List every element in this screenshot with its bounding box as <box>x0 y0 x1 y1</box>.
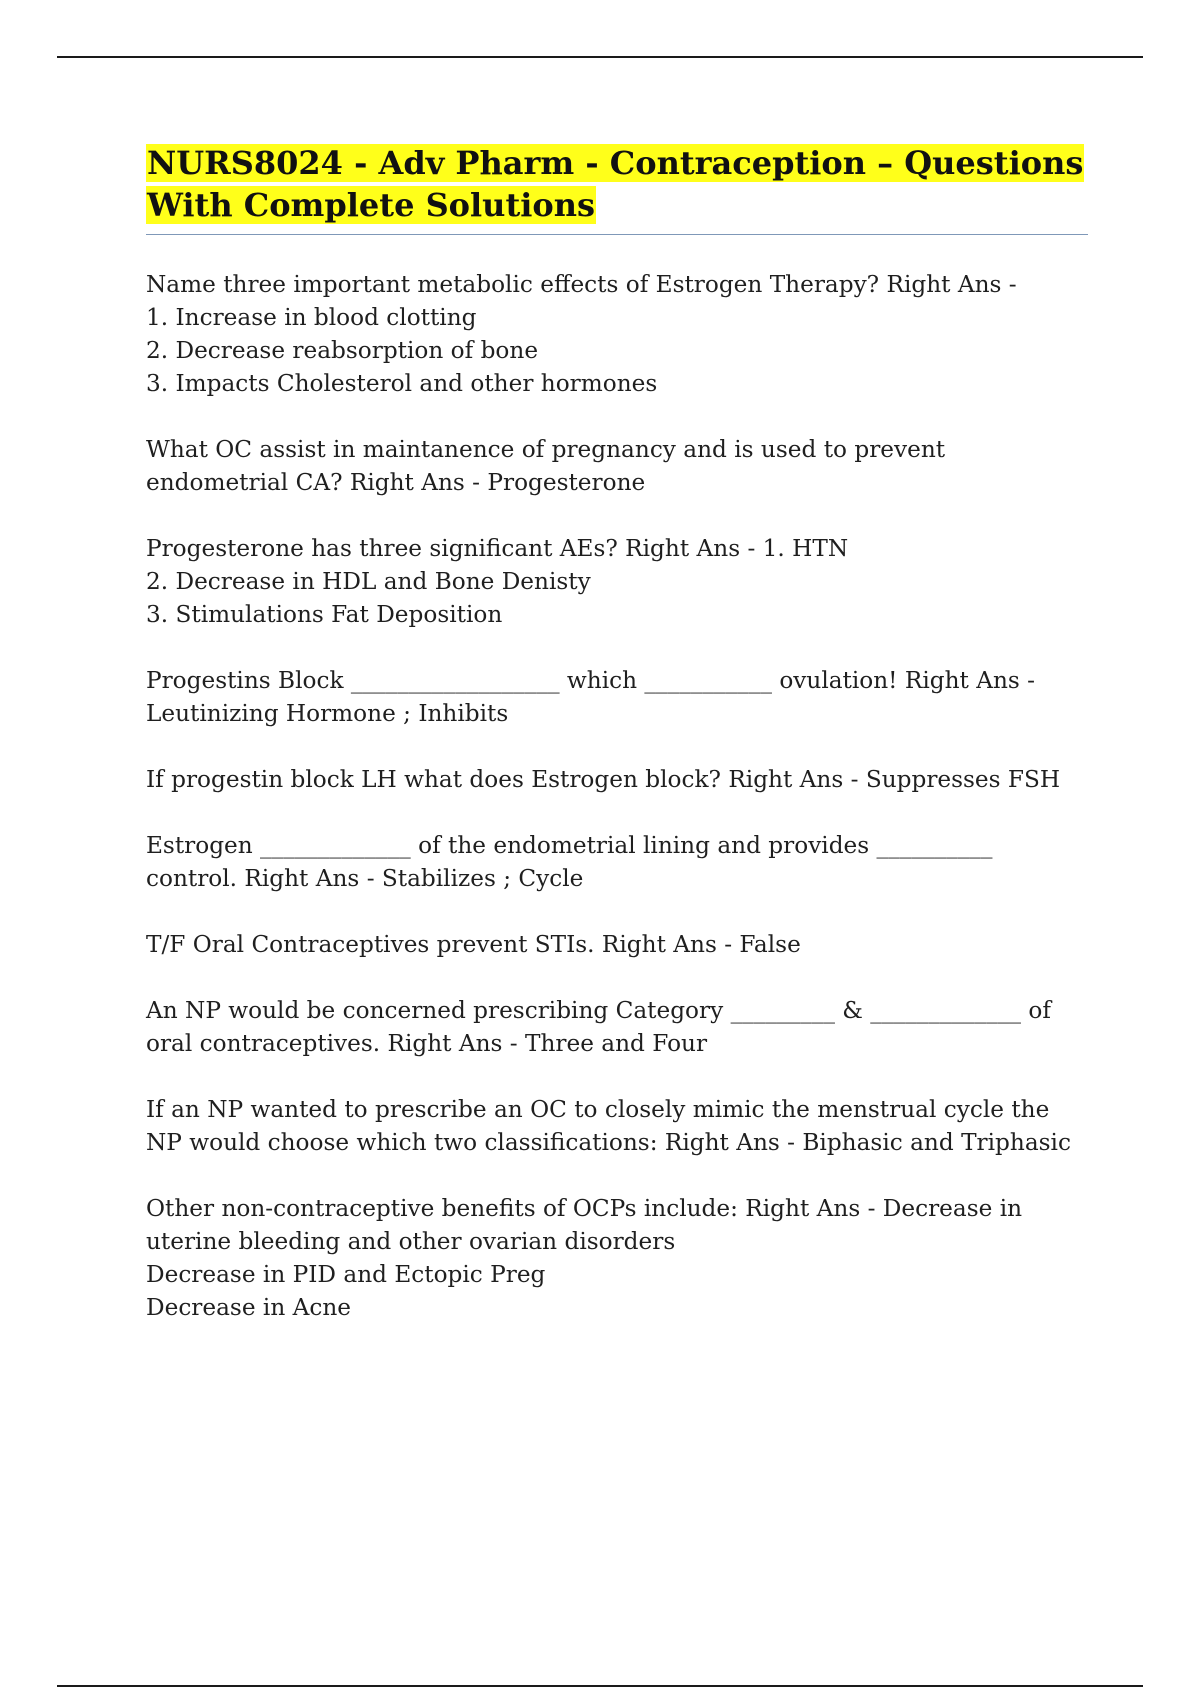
title-underline <box>146 234 1088 235</box>
qa-item: An NP would be concerned prescribing Category _________ & _____________ of oral contraceptives. Right Ans - Three and Four <box>146 997 1051 1057</box>
document-title-text: NURS8024 - Adv Pharm - Contraception – Questions With Complete Solutions <box>147 144 1084 224</box>
qa-item: Progesterone has three significant AEs? Right Ans - 1. HTN 2. Decrease in HDL and Bone Denisty 3. Stimulations Fat Deposition <box>146 535 849 628</box>
document-title <box>146 142 1090 226</box>
qa-item: Other non-contraceptive benefits of OCPs include: Right Ans - Decrease in uterine bleeding and other ovarian disorders Decrease in PID and Ectopic Preg Decrease in Acne <box>146 1195 1023 1321</box>
document-body <box>146 142 1090 1357</box>
qa-item: What OC assist in maintanence of pregnancy and is used to prevent endometrial CA? Right Ans - Progesterone <box>146 436 946 496</box>
qa-item: If an NP wanted to prescribe an OC to closely mimic the menstrual cycle the NP would choose which two classifications: Right Ans - Biphasic and Triphasic <box>146 1096 1071 1156</box>
qa-item: If progestin block LH what does Estrogen block? Right Ans - Suppresses FSH <box>146 766 1061 793</box>
page-top-rule <box>57 56 1143 58</box>
page-bottom-rule <box>57 1685 1143 1687</box>
qa-item: T/F Oral Contraceptives prevent STIs. Right Ans - False <box>146 931 801 958</box>
qa-item: Progestins Block __________________ which ___________ ovulation! Right Ans - Leutinizing Hormone ; Inhibits <box>146 667 1035 727</box>
qa-list <box>146 268 1090 1324</box>
qa-item: Name three important metabolic effects of Estrogen Therapy? Right Ans - 1. Increase in blood clotting 2. Decrease reabsorption of bone 3. Impacts Cholesterol and other hormones <box>146 271 1017 397</box>
qa-item: Estrogen _____________ of the endometrial lining and provides __________ control. Right Ans - Stabilizes ; Cycle <box>146 832 993 892</box>
